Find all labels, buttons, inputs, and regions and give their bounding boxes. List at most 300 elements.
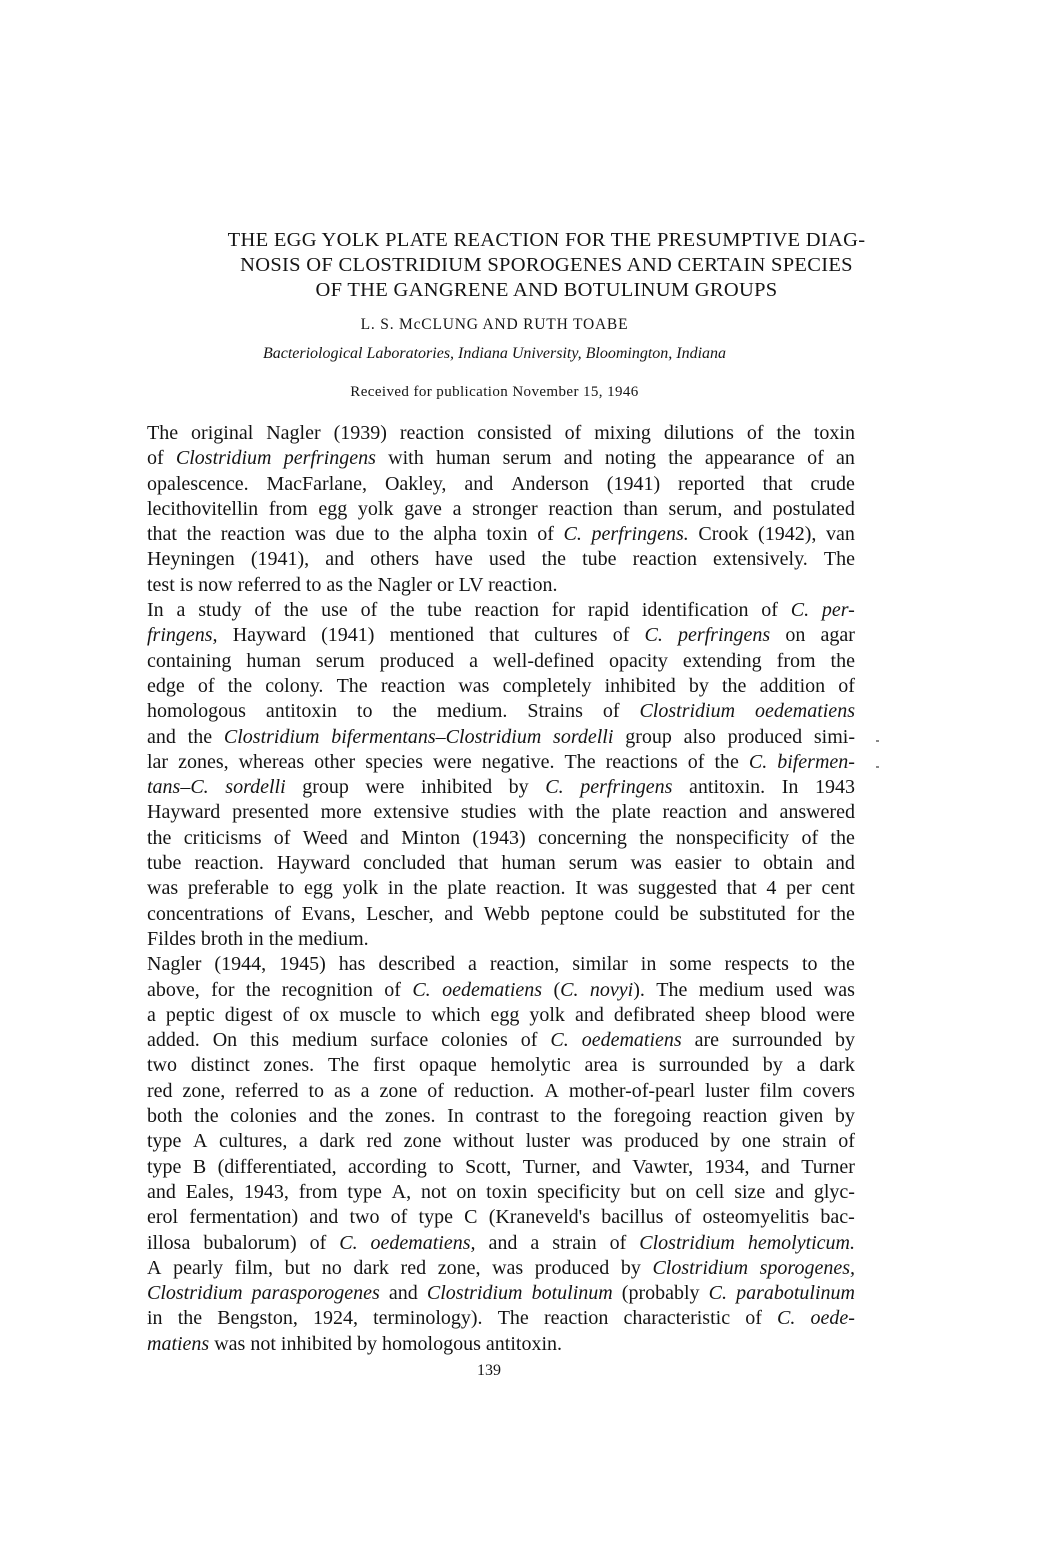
word: reaction	[543, 1307, 609, 1330]
word: of	[197, 674, 215, 697]
word: the	[283, 599, 309, 622]
word: to	[356, 700, 373, 723]
word: obtain	[762, 852, 813, 875]
word: Webb	[483, 902, 530, 925]
word: homologous	[147, 700, 246, 723]
word: ox	[309, 1003, 330, 1026]
word: cell	[695, 1180, 725, 1203]
word: without	[452, 1130, 515, 1153]
word: zone	[379, 1079, 418, 1102]
word: of	[612, 624, 630, 647]
word: dark	[353, 1256, 389, 1279]
word: C.	[339, 1231, 358, 1254]
word: test	[147, 573, 175, 596]
word: The	[656, 978, 688, 1001]
word: C.	[748, 750, 768, 773]
word: 4	[766, 877, 777, 900]
word: by	[710, 1130, 731, 1153]
word: but	[284, 1256, 311, 1279]
word: appearance	[704, 447, 795, 470]
word: the	[639, 826, 664, 849]
word: size	[734, 1180, 766, 1203]
word: (1941)	[606, 472, 661, 495]
text-line	[147, 1053, 855, 1078]
word: zones,	[178, 750, 229, 773]
word: and	[308, 1105, 338, 1128]
word: answered	[779, 801, 855, 824]
word: the	[147, 826, 172, 849]
word: which	[431, 1003, 481, 1026]
word: the	[187, 725, 213, 748]
word: of	[254, 599, 272, 622]
scan-mark	[876, 766, 879, 768]
word: antitoxin.	[485, 1332, 563, 1355]
word: and	[147, 725, 176, 748]
text-line	[147, 674, 855, 699]
word: medium	[698, 978, 765, 1001]
word: homologous	[382, 1332, 481, 1355]
word: species	[365, 750, 423, 773]
word: to	[550, 1105, 566, 1128]
word: dilutions	[663, 422, 734, 444]
word: Fildes	[147, 927, 196, 950]
word: a	[469, 649, 478, 672]
word: a	[298, 1130, 308, 1153]
word: first	[372, 1054, 406, 1077]
word: (1941)	[321, 624, 375, 647]
word: foregoing	[613, 1105, 692, 1128]
word: C.	[563, 523, 582, 546]
word: in	[640, 953, 657, 976]
word: yolk	[357, 497, 394, 520]
word: that	[762, 472, 793, 495]
word: extensively.	[713, 548, 808, 571]
word: Turner	[801, 1155, 855, 1178]
word: serum	[502, 447, 552, 470]
word: Nagler	[147, 953, 202, 976]
word: sporogenes,	[759, 1256, 855, 1279]
word: zones.	[384, 1105, 436, 1128]
word: has	[338, 953, 366, 976]
word: a	[176, 599, 186, 622]
word: was	[147, 877, 179, 900]
word: the	[776, 422, 801, 444]
word: of	[273, 826, 291, 849]
word: the	[830, 826, 855, 849]
word: parasporogenes	[251, 1282, 380, 1305]
word: concluded	[363, 852, 446, 875]
word: consisted	[477, 422, 552, 444]
word: an	[835, 447, 855, 470]
word: inhibited	[604, 674, 676, 697]
word: lar	[147, 750, 169, 773]
word: hemolytic	[490, 1054, 571, 1077]
affiliation: Bacteriological Laboratories, Indiana University, Bloomington, Indiana	[262, 345, 727, 362]
word: as	[334, 1079, 351, 1102]
word: on	[785, 624, 806, 647]
article-title	[128, 228, 965, 303]
word: well-defined	[492, 649, 594, 672]
word: from	[776, 649, 816, 672]
word: to	[308, 1079, 325, 1102]
word: serum,	[668, 497, 723, 520]
word: reaction	[662, 801, 727, 824]
word: medium.	[436, 700, 508, 723]
text-line	[147, 1180, 855, 1205]
word: 1943	[814, 776, 855, 799]
word: substituted	[699, 902, 786, 925]
word: B	[192, 1155, 207, 1178]
word: tube	[147, 852, 182, 875]
word: original	[191, 422, 254, 444]
word: Eales,	[185, 1180, 235, 1203]
word: and	[444, 902, 474, 925]
word: referred	[237, 573, 301, 596]
word: A,	[391, 1180, 412, 1203]
word: that	[458, 852, 489, 875]
word: of	[807, 447, 824, 470]
word: fermentation)	[189, 1206, 299, 1229]
word: bifermentans–Clostridium	[331, 725, 542, 748]
word: egg	[303, 877, 333, 900]
word: terminology).	[373, 1307, 483, 1330]
text-line	[147, 649, 855, 674]
word: presented	[232, 801, 309, 824]
word: The	[328, 1054, 360, 1077]
word: inhibited	[420, 776, 493, 799]
word: Evans,	[301, 902, 356, 925]
word: 1924,	[312, 1307, 358, 1330]
word: of	[384, 978, 401, 1001]
word: 1943,	[243, 1180, 289, 1203]
word: was	[823, 978, 855, 1001]
word: described	[378, 953, 456, 976]
word: used	[775, 978, 813, 1001]
word: identification	[641, 599, 749, 622]
word: the	[177, 1307, 203, 1330]
word: referred	[235, 1079, 299, 1102]
word: no	[321, 1256, 342, 1279]
word: C.	[708, 1282, 727, 1305]
word: (differentiated,	[217, 1155, 337, 1178]
word: red	[147, 1079, 173, 1102]
word: concentrations	[147, 902, 264, 925]
word: produced	[624, 1130, 699, 1153]
word: the	[268, 927, 294, 950]
word: botulinum	[531, 1282, 613, 1305]
word: C.	[644, 624, 663, 647]
word: group	[302, 776, 349, 799]
word: distinct	[190, 1054, 250, 1077]
word: reaction	[399, 422, 465, 444]
word: C.	[777, 1307, 796, 1330]
word: In	[147, 599, 164, 622]
word: agar	[820, 624, 855, 647]
word: and	[760, 1155, 790, 1178]
word: parabotulinum	[736, 1282, 855, 1305]
word: produced	[727, 725, 803, 748]
word: for	[551, 599, 576, 622]
paragraph	[147, 421, 855, 598]
word: dark	[819, 1054, 855, 1077]
word: from	[268, 497, 308, 520]
word: MacFarlane,	[266, 472, 368, 495]
word: Oakley,	[384, 472, 447, 495]
word: of	[687, 750, 705, 773]
word: bubalorum)	[203, 1231, 297, 1254]
word: from	[298, 1180, 338, 1203]
word: produced	[534, 1256, 610, 1279]
word: Nagler	[377, 573, 432, 596]
received-date: Received for publication November 15, 1946	[350, 384, 639, 400]
word: of	[147, 447, 164, 470]
word: Scott,	[465, 1155, 512, 1178]
word: two	[349, 1206, 380, 1229]
word: reaction.	[496, 877, 566, 900]
word: medium	[291, 1029, 358, 1052]
word: reduction.	[453, 1079, 535, 1102]
word: characteristic	[623, 1307, 731, 1330]
word: strain	[552, 1231, 597, 1254]
word: were	[365, 776, 405, 799]
word: zone	[403, 1130, 442, 1153]
word: of	[801, 826, 819, 849]
word: Nagler	[266, 422, 321, 444]
word: tube	[582, 548, 617, 571]
word: extensive	[373, 801, 450, 824]
word: toxin	[486, 1180, 528, 1203]
word: that	[489, 624, 520, 647]
word: the	[714, 750, 739, 773]
word: broth	[200, 927, 244, 950]
word: some	[669, 953, 712, 976]
word: to	[305, 573, 322, 596]
word: on	[665, 1180, 686, 1203]
word: was	[492, 1256, 524, 1279]
word: (probably	[621, 1282, 700, 1305]
word: and	[563, 447, 593, 470]
word: Heyningen	[147, 548, 235, 571]
text-line	[147, 1332, 855, 1357]
word: Lescher,	[366, 902, 434, 925]
text-line	[147, 725, 855, 750]
word: Turner,	[522, 1155, 581, 1178]
word: in	[387, 877, 404, 900]
word: of	[761, 599, 778, 622]
word: by	[620, 1256, 641, 1279]
word: oedematiens	[755, 700, 855, 723]
word: serum	[568, 852, 618, 875]
word: preferable	[187, 877, 269, 900]
word: LV	[458, 573, 484, 596]
word: novyi).	[589, 978, 645, 1001]
word: is	[179, 573, 194, 596]
word: (1942),	[758, 523, 817, 546]
word: surface	[370, 1029, 429, 1052]
text-line	[147, 547, 855, 572]
word: by	[688, 674, 709, 697]
word: tube	[427, 599, 462, 622]
text-line	[147, 800, 855, 825]
word: reaction.	[488, 573, 558, 596]
word: (Kraneveld's	[488, 1206, 591, 1229]
word: 1934,	[704, 1155, 750, 1178]
word: red	[400, 1256, 427, 1279]
word: perfringens	[677, 624, 771, 647]
word: dark	[319, 1130, 355, 1153]
title-line: OF THE GANGRENE AND BOTULINUM GROUPS	[315, 279, 778, 301]
word: study	[198, 599, 242, 622]
word: (1939)	[333, 422, 387, 444]
word: erol	[147, 1206, 179, 1229]
word: the	[722, 674, 747, 697]
word: to	[734, 852, 750, 875]
word: strain	[782, 1130, 827, 1153]
word: sordelli	[553, 725, 614, 748]
word: Clostridium	[223, 725, 320, 748]
word: produced	[379, 649, 455, 672]
word: this	[250, 1029, 280, 1052]
word: the	[186, 523, 212, 546]
word: illosa	[147, 1231, 191, 1254]
text-line	[147, 1256, 855, 1281]
word: the	[541, 548, 567, 571]
word: as	[326, 573, 344, 596]
word: with	[528, 801, 564, 824]
word: are	[694, 1029, 720, 1052]
word: serum	[315, 649, 365, 672]
text-line	[147, 573, 855, 598]
word: surrounded	[658, 1054, 749, 1077]
word: red	[366, 1130, 392, 1153]
word: mother-of-pearl	[568, 1079, 696, 1102]
word: On	[212, 1029, 238, 1052]
word: and	[488, 1231, 518, 1254]
text-line	[147, 775, 855, 800]
word: and	[825, 852, 855, 875]
word: reported	[678, 472, 745, 495]
word: type	[347, 1180, 382, 1203]
word: plate	[447, 877, 487, 900]
word: reaction	[702, 1105, 768, 1128]
word: the	[413, 877, 438, 900]
word: Vawter,	[632, 1155, 694, 1178]
word: completely	[502, 674, 592, 697]
word: matiens	[147, 1332, 210, 1355]
word: inhibited	[280, 1332, 352, 1355]
word: the	[830, 953, 855, 976]
word: bifermen-	[777, 750, 855, 773]
word: the	[348, 573, 373, 596]
word: Clostridium	[639, 700, 736, 723]
word: extending	[682, 649, 762, 672]
word: film	[759, 1079, 793, 1102]
text-line	[147, 826, 855, 851]
text-line	[147, 598, 855, 623]
word: also	[683, 725, 716, 748]
word: with	[388, 447, 424, 470]
word: were	[816, 1003, 855, 1026]
word: bac-	[820, 1206, 855, 1229]
word: suggested	[638, 877, 717, 900]
word: of	[520, 1029, 538, 1052]
word: a	[468, 953, 477, 976]
word: and	[775, 1180, 804, 1203]
word: the	[348, 1105, 374, 1128]
text-line	[147, 446, 855, 471]
word: bacillus	[601, 1206, 664, 1229]
word: 1945)	[279, 953, 326, 976]
word: nonspecificity	[675, 826, 790, 849]
word: of	[745, 1307, 762, 1330]
text-line	[147, 1104, 855, 1129]
text-line	[147, 851, 855, 876]
word: one	[741, 1130, 771, 1153]
word: was	[630, 852, 662, 875]
word: now	[198, 573, 233, 596]
word: oedematiens	[581, 1029, 682, 1052]
text-line	[147, 927, 855, 952]
word: postulated	[772, 497, 855, 520]
word: colonies	[230, 1105, 297, 1128]
text-line	[147, 978, 855, 1003]
word: luster	[705, 1079, 750, 1102]
word: In	[447, 1105, 464, 1128]
word: stronger	[472, 497, 538, 520]
word: sordelli	[225, 776, 286, 799]
word: Clostridium	[147, 1282, 243, 1305]
word: by	[508, 776, 529, 799]
word: antitoxin.	[689, 776, 766, 799]
word: egg	[318, 497, 348, 520]
word: Hayward	[276, 852, 351, 875]
word: oedematiens,	[370, 1231, 476, 1254]
word: opalescence.	[147, 472, 249, 495]
word: of	[282, 1003, 300, 1026]
word: surrounded	[732, 1029, 822, 1052]
word: of	[609, 1231, 627, 1254]
word: group	[625, 725, 672, 748]
word: other	[314, 750, 356, 773]
word: (1941),	[250, 548, 310, 571]
word: and	[147, 1180, 176, 1203]
word: perfringens	[283, 447, 376, 470]
word: recognition	[281, 978, 373, 1001]
word: hemolyticum.	[747, 1231, 855, 1254]
word: yolk	[529, 1003, 565, 1026]
word: the	[245, 978, 271, 1001]
word: opacity	[608, 649, 668, 672]
word: antitoxin	[265, 700, 337, 723]
word: to	[405, 1003, 422, 1026]
word: oede-	[810, 1307, 855, 1330]
word: human	[246, 649, 301, 672]
word: studies	[460, 801, 517, 824]
word: van	[826, 523, 855, 546]
word: C	[464, 1206, 478, 1229]
word: was	[581, 1130, 613, 1153]
word: according	[347, 1155, 427, 1178]
word: and	[464, 472, 494, 495]
word: respects	[724, 953, 789, 976]
word: reaction	[474, 599, 539, 622]
title-line: THE EGG YOLK PLATE REACTION FOR THE PRESUMPTIVE DIAG-	[227, 229, 866, 251]
authors: L. S. McCLUNG AND RUTH TOABE	[360, 316, 629, 333]
word: (1943)	[472, 826, 526, 849]
paragraph	[147, 952, 855, 1357]
word: simi-	[813, 725, 855, 748]
word: of	[360, 599, 378, 622]
